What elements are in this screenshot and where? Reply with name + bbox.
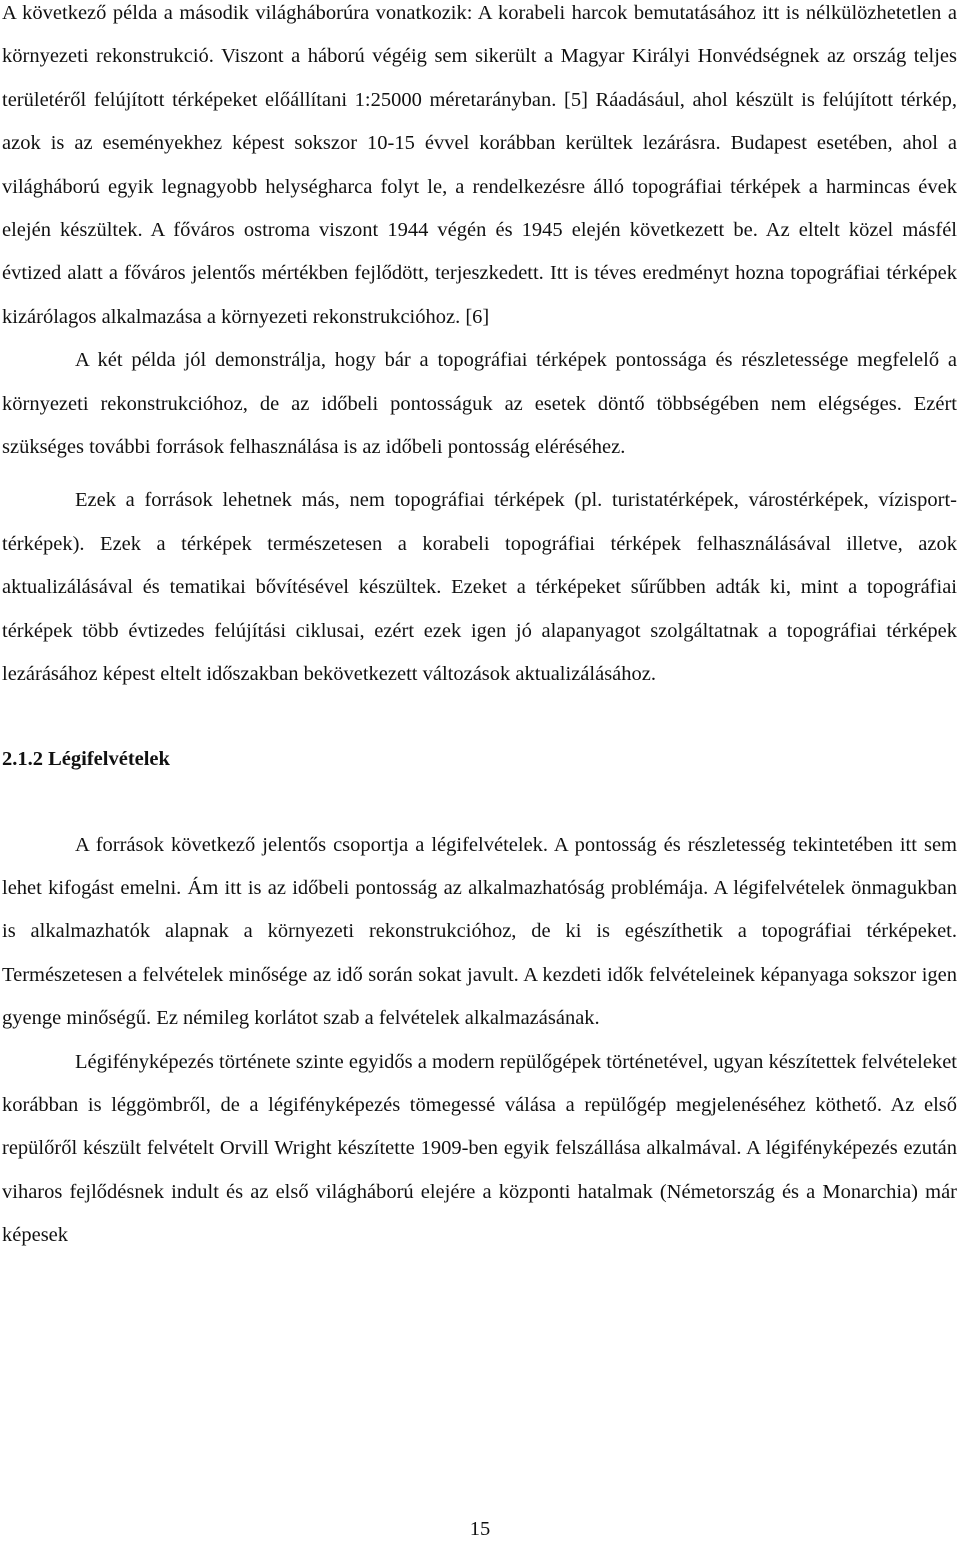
- page-number: 15: [469, 1518, 491, 1540]
- paragraph-two-examples: A két példa jól demonstrálja, hogy bár a topográfiai térképek pontossága és részletessége megfelelő a környezeti rekonstrukcióhoz, de az időbeli pontosságuk az esetek döntő többségében nem elégséges. Ezért szükséges további források felhasználása is az időbeli pontosság eléréséhez.: [2, 349, 957, 459]
- paragraph-ww2-example: A következő példa a második világháborúra vonatkozik: A korabeli harcok bemutatásához itt is nélkülözhetetlen a környezeti rekonstrukció. Viszont a háború végéig sem sikerült a Magyar Királyi Honvédségnek az ország teljes területéről felújított térképeket előállítani 1:25000 méretarányban. [5] Ráadásául, ahol készült is felújított térkép, azok is az eseményekhez képest sokszor 10-15 évvel korábban kerültek lezárásra. Budapest esetében, ahol a világháború egyik legnagyobb helységharca folyt le, a rendelkezésre álló topográfiai térképek a harmincas évek elején készültek. A főváros ostroma viszont 1944 végén és 1945 elején következett be. Az eltelt közel másfél évtized alatt a főváros jelentős mértékben fejlődött, terjeszkedett. Itt is téves eredményt hozna topográfiai térképek kizárólagos alkalmazása a környezeti rekonstrukcióhoz. [6]: [2, 2, 957, 328]
- paragraph-aerial-history: Légifényképezés története szinte egyidős a modern repülőgépek történetével, ugyan készítettek felvételeket korábban is léggömbről, de a légifényképezés tömegessé válása a repülőgép megjelenéséhez köthető. Az első repülőről készült felvételt Orvill Wright készítette 1909-ben egyik felszállása alkalmával. A légifényképezés ezután viharos fejlődésnek indult és az első világháború elejére a központi hatalmak (Németország és a Monarchia) már képesek: [2, 1050, 957, 1247]
- section-heading: 2.1.2 Légifelvételek: [2, 747, 170, 770]
- paragraph-other-maps: Ezek a források lehetnek más, nem topográfiai térképek (pl. turistatérképek, várostérképek, vízisport-térképek). Ezek a térképek természetesen a korabeli topográfiai térképek felhasználásával illetve, azok aktualizálásával és tematikai bővítésével készültek. Ezeket a térképeket sűrűbben adták ki, mint a topográfiai térképek több évtizedes felújítási ciklusai, ezért ezek igen jó alapanyagot szolgáltatnak a topográfiai térképek lezárásához képest eltelt időszakban bekövetkezett változások aktualizálásához.: [2, 489, 957, 686]
- paragraph-aerial-photos: A források következő jelentős csoportja a légifelvételek. A pontosság és részletesség tekintetében itt sem lehet kifogást emelni. Ám itt is az időbeli pontosság az alkalmazhatóság problémája. A légifelvételek önmagukban is alkalmazhatók alapnak a környezeti rekonstrukcióhoz, de ki is egészíthetik a topográfiai térképeket. Természetesen a felvételek minősége az idő során sokat javult. A kezdeti idők felvételeinek képanyaga sokszor igen gyenge minőségű. Ez némileg korlátot szab a felvételek alkalmazásának.: [2, 833, 957, 1030]
